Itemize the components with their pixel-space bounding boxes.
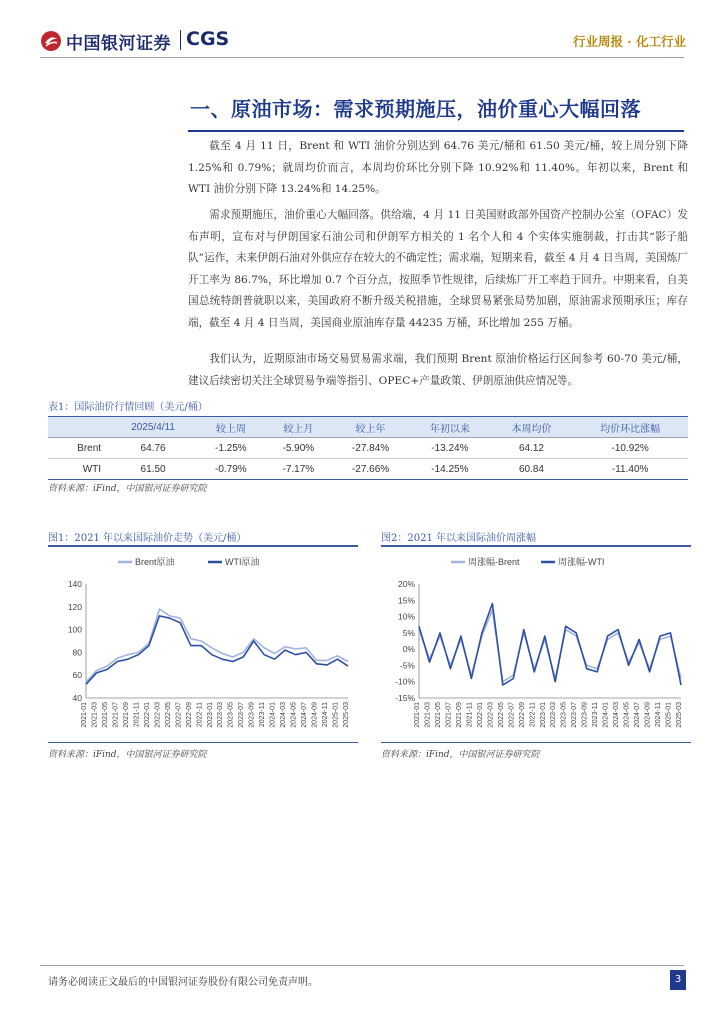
x-tick-label: 2022-01 xyxy=(143,702,151,728)
chart-title-rule xyxy=(381,545,691,547)
table-row xyxy=(48,438,688,459)
x-tick-label: 2022-03 xyxy=(487,702,495,728)
x-tick-label: 2025-03 xyxy=(343,702,350,728)
x-tick-label: 2023-05 xyxy=(227,702,235,728)
x-tick-label: 2021-11 xyxy=(466,702,474,728)
page-number: 3 xyxy=(670,970,686,990)
table-title: 表1：国际油价行情回顾（美元/桶） xyxy=(48,402,208,413)
x-tick-label: 2021-09 xyxy=(455,702,463,728)
table-cell: -5.90% xyxy=(265,438,333,459)
y-tick-label: 120 xyxy=(67,601,82,612)
x-tick-label: 2024-07 xyxy=(301,702,309,728)
x-tick-label: 2023-03 xyxy=(217,702,225,728)
footer-divider xyxy=(40,965,684,966)
legend-label: 周涨幅-Brent xyxy=(468,557,520,567)
x-tick-label: 2021-01 xyxy=(81,702,88,728)
footer-disclaimer: 请务必阅读正文最后的中国银河证券股份有限公司免责声明。 xyxy=(48,977,318,988)
x-tick-label: 2021-05 xyxy=(434,702,442,728)
chart-source: 资料来源：iFind，中国银河证券研究院 xyxy=(48,750,207,760)
table-header-cell: 2025/4/11 xyxy=(109,417,197,438)
x-tick-label: 2024-07 xyxy=(634,702,642,728)
x-tick-label: 2022-07 xyxy=(508,702,516,728)
section-title: 一、原油市场：需求预期施压，油价重心大幅回落 xyxy=(190,97,641,121)
x-tick-label: 2022-05 xyxy=(164,702,172,728)
y-tick-label: -10% xyxy=(395,676,415,687)
x-tick-label: 2023-09 xyxy=(248,702,256,728)
table-cell: Brent xyxy=(48,438,109,459)
table-header-cell: 较上年 xyxy=(332,417,409,438)
x-tick-label: 2023-09 xyxy=(581,702,589,728)
logo-abbrev: CGS xyxy=(186,28,230,50)
section-title-rule xyxy=(188,130,684,132)
y-tick-label: 60 xyxy=(72,670,82,681)
x-tick-label: 2022-09 xyxy=(518,702,526,728)
table-cell: 64.12 xyxy=(491,438,573,459)
x-tick-label: 2023-03 xyxy=(550,702,558,728)
y-tick-label: 10% xyxy=(397,611,415,622)
y-tick-label: -5% xyxy=(399,660,415,671)
x-tick-label: 2023-01 xyxy=(206,702,214,728)
table-cell: -7.17% xyxy=(265,459,333,480)
paragraph: 我们认为，近期原油市场交易贸易需求端，我们预期 Brent 原油价格运行区间参考 60-70 美元/桶，建议后续密切关注全球贸易争端等指引、OPEC+产量政策、伊朗原油供应情况等。 xyxy=(188,353,688,387)
x-tick-label: 2022-05 xyxy=(497,702,505,728)
table-cell: -27.66% xyxy=(332,459,409,480)
table-header-cell: 较上月 xyxy=(265,417,333,438)
table-row xyxy=(48,459,688,480)
x-tick-label: 2021-07 xyxy=(445,702,453,728)
x-tick-label: 2024-01 xyxy=(269,702,277,728)
table-cell: -13.24% xyxy=(409,438,491,459)
x-tick-label: 2021-11 xyxy=(133,702,141,728)
legend-label: WTI原油 xyxy=(225,557,260,567)
table-cell: -27.84% xyxy=(332,438,409,459)
x-tick-label: 2023-11 xyxy=(592,702,600,728)
table-cell: -14.25% xyxy=(409,459,491,480)
table-header-cell: 均价环比涨幅 xyxy=(572,417,688,438)
y-tick-label: 100 xyxy=(67,624,82,635)
series-line xyxy=(86,609,348,682)
x-tick-label: 2024-05 xyxy=(623,702,631,728)
logo-divider xyxy=(180,30,181,50)
y-tick-label: 0% xyxy=(402,644,415,655)
legend-item xyxy=(208,556,260,567)
x-tick-label: 2023-01 xyxy=(539,702,547,728)
oil-price-chart xyxy=(48,548,358,740)
x-tick-label: 2021-05 xyxy=(101,702,109,728)
x-tick-label: 2023-07 xyxy=(571,702,579,728)
x-tick-label: 2022-03 xyxy=(154,702,162,728)
y-tick-label: 20% xyxy=(397,579,415,589)
chart-title-rule xyxy=(48,545,358,547)
header-divider xyxy=(40,57,684,58)
y-tick-label: 40 xyxy=(72,693,82,703)
table-cell: -0.79% xyxy=(197,459,265,480)
logo-company-name: 中国银河证券 xyxy=(66,34,171,54)
table-cell: -1.25% xyxy=(197,438,265,459)
x-tick-label: 2023-07 xyxy=(238,702,246,728)
series-line xyxy=(419,604,681,686)
table-cell: 64.76 xyxy=(109,438,197,459)
table-cell: 60.84 xyxy=(491,459,573,480)
x-tick-label: 2025-03 xyxy=(676,702,683,728)
weekly-change-chart xyxy=(381,548,691,740)
chart-bottom-rule xyxy=(381,742,691,743)
x-tick-label: 2025-01 xyxy=(665,702,673,728)
paragraph: 截至 4 月 11 日，Brent 和 WTI 油价分别达到 64.76 美元/桶和 61.50 美元/桶，较上周分别下降 1.25%和 0.79%；就周均价而言，本周均价环比分别下降 10.92%和 11.40%。年初以来，Brent 和 WTI 油价分别下降 13.24%和 14.25%。 xyxy=(188,140,688,195)
y-tick-label: 140 xyxy=(67,579,82,589)
x-tick-label: 2024-09 xyxy=(311,702,319,728)
x-tick-label: 2024-11 xyxy=(322,702,330,728)
x-tick-label: 2021-01 xyxy=(414,702,421,728)
x-tick-label: 2024-09 xyxy=(644,702,652,728)
x-tick-label: 2022-01 xyxy=(476,702,484,728)
x-tick-label: 2022-11 xyxy=(529,702,537,728)
paragraph: 需求预期施压，油价重心大幅回落。供给端，4 月 11 日美国财政部外国资产控制办公室（OFAC）发布声明，宣布对与伊朗国家石油公司和伊朗军方相关的 1 名个人和 4 个实体实施制裁，打击其“影子船队”运作，未来伊朗石油对外供应存在较大的不确定性；需求端，短期来看，截至 4 月 4 日当周，美国炼厂开工率为 86.7%，环比增加 0.7 个百分点，按照季节性规律，后续炼厂开工率趋于回升。中期来看，自美国总统特朗普就职以来，美国政府不断升级关税措施，全球贸易紧张局势加剧，原油需求预期承压；库存端，截至 4 月 4 日当周，美国商业原油库存量 44235 万桶，环比增加 255 万桶。 xyxy=(188,209,688,329)
y-tick-label: -15% xyxy=(395,693,415,703)
x-tick-label: 2021-03 xyxy=(91,702,99,728)
x-tick-label: 2024-01 xyxy=(602,702,610,728)
table-header-cell: 本周均价 xyxy=(491,417,573,438)
x-tick-label: 2021-03 xyxy=(424,702,432,728)
x-tick-label: 2023-05 xyxy=(560,702,568,728)
chart-bottom-rule xyxy=(48,742,358,743)
x-tick-label: 2025-01 xyxy=(332,702,340,728)
x-tick-label: 2024-03 xyxy=(280,702,288,728)
x-tick-label: 2022-07 xyxy=(175,702,183,728)
legend-item xyxy=(451,556,520,567)
legend-item xyxy=(118,556,175,567)
table-header-cell: 年初以来 xyxy=(409,417,491,438)
table-cell: -11.40% xyxy=(572,459,688,480)
legend-label: 周涨幅-WTI xyxy=(558,557,605,567)
y-tick-label: 5% xyxy=(402,627,415,638)
report-type: 行业周报 · 化工行业 xyxy=(572,34,686,49)
legend-label: Brent原油 xyxy=(135,557,175,567)
x-tick-label: 2023-11 xyxy=(259,702,267,728)
chart-title: 图1：2021 年以来国际油价走势（美元/桶） xyxy=(48,533,247,544)
x-tick-label: 2024-03 xyxy=(613,702,621,728)
chart-title: 图2：2021 年以来国际油价周涨幅 xyxy=(381,533,536,544)
table-cell: -10.92% xyxy=(572,438,688,459)
table-header-cell: 较上周 xyxy=(197,417,265,438)
x-tick-label: 2021-09 xyxy=(122,702,130,728)
table-header-row xyxy=(48,417,688,438)
x-tick-label: 2021-07 xyxy=(112,702,120,728)
oil-price-table xyxy=(48,416,688,480)
x-tick-label: 2022-11 xyxy=(196,702,204,728)
logo-icon xyxy=(40,30,62,52)
chart-source: 资料来源：iFind，中国银河证券研究院 xyxy=(381,750,540,760)
table-cell: WTI xyxy=(48,459,109,480)
legend-item xyxy=(541,556,605,567)
table-header-cell xyxy=(48,417,109,438)
y-tick-label: 80 xyxy=(72,647,82,658)
y-tick-label: 15% xyxy=(397,595,415,606)
x-tick-label: 2024-05 xyxy=(290,702,298,728)
x-tick-label: 2022-09 xyxy=(185,702,193,728)
table-cell: 61.50 xyxy=(109,459,197,480)
table-source: 资料来源：iFind，中国银河证券研究院 xyxy=(48,484,207,494)
x-tick-label: 2024-11 xyxy=(655,702,663,728)
